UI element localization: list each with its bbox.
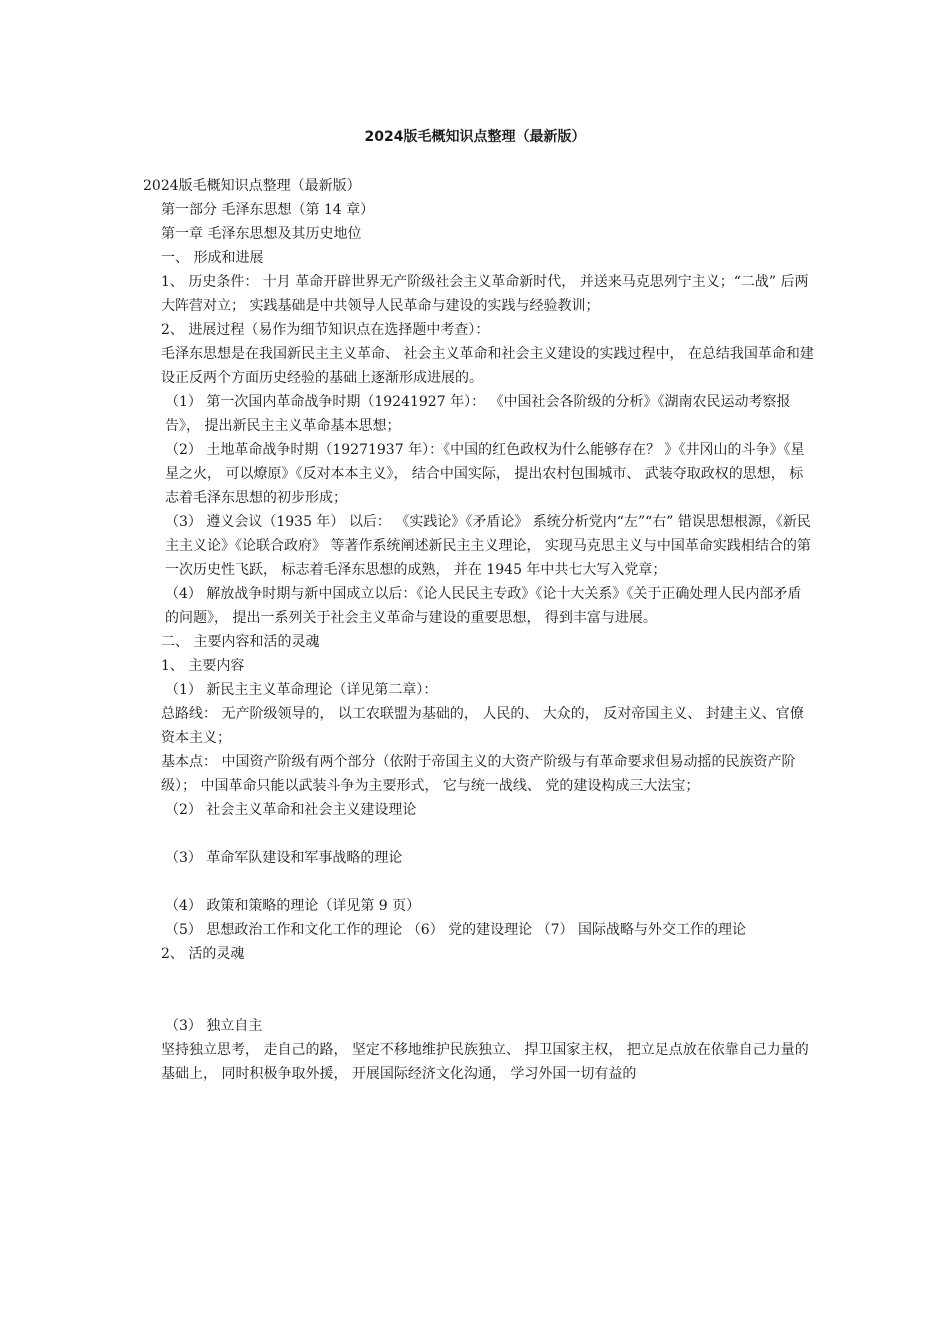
paragraph: （2） 社会主义革命和社会主义建设理论 [165,802,417,818]
paragraph: （4） 解放战争时期与新中国成立以后：《论人民民主专政》《论十大关系》《关于正确处理人民内部矛盾的问题》， 提出一系列关于社会主义革命与建设的重要思想， 得到丰富与进展。 [165,586,802,626]
section-heading: 一、 形成和进展 [161,250,264,266]
document-title: 2024版毛概知识点整理（最新版） [364,129,586,145]
paragraph: （4） 政策和策略的理论（详见第 9 页） [165,898,421,914]
paragraph: 总路线： 无产阶级领导的， 以工农联盟为基础的， 人民的、 大众的， 反对帝国主义、 封建主义、官僚资本主义； [161,706,804,746]
spacer [143,870,815,894]
paragraph: （3） 独立自主 [165,1018,263,1034]
chapter-heading: 第一章 毛泽东思想及其历史地位 [161,226,362,242]
paragraph: 1、 历史条件： 十月 革命开辟世界无产阶级社会主义革命新时代， 并送来马克思列宁主义；“二战” 后两大阵营对立； 实践基础是中共领导人民革命与建设的实践与经验教训； [161,274,809,314]
spacer [143,966,815,1014]
paragraph: （3） 遵义会议（1935 年） 以后： 《实践论》《矛盾论》 系统分析党内“左”“右” 错误思想根源，《新民主主义论》《论联合政府》 等著作系统阐述新民主主义理论， 实现马克思主义与中国革命实践相结合的第一次历史性飞跃， 标志着毛泽东思想的成熟， 并在 1945 年中共七大写入党章； [165,514,811,578]
part-heading: 第一部分 毛泽东思想（第 14 章） [161,202,375,218]
subsection-heading: 2、 活的灵魂 [161,946,245,962]
paragraph: （2） 土地革命战争时期（19271937 年）：《中国的红色政权为什么能够存在？ 》《井冈山的斗争》《星星之火， 可以燎原》《反对本本主义》， 结合中国实际， 提出农村包围城市、 武装夺取政权的思想， 标志着毛泽东思想的初步形成； [165,442,805,506]
document-body [143,174,815,1086]
paragraph: （5） 思想政治工作和文化工作的理论 （6） 党的建设理论 （7） 国际战略与外交工作的理论 [165,922,746,938]
paragraph: （1） 第一次国内革命战争时期（19241927 年）： 《中国社会各阶级的分析》《湖南农民运动考察报告》， 提出新民主主义革命基本思想； [165,394,791,434]
paragraph: 坚持独立思考， 走自己的路， 坚定不移地维护民族独立、 捍卫国家主权， 把立足点放在依靠自己力量的基础上， 同时积极争取外援， 开展国际经济文化沟通， 学习外国一切有益的 [161,1042,809,1082]
paragraph: （1） 新民主主义革命理论（详见第二章）： [165,682,438,698]
spacer [143,822,815,846]
body-heading: 2024版毛概知识点整理（最新版） [143,178,361,194]
paragraph: 基本点： 中国资产阶级有两个部分（依附于帝国主义的大资产阶级与有革命要求但易动摇的民族资产阶级）； 中国革命只能以武装斗争为主要形式， 它与统一战线、 党的建设构成三大法宝； [161,754,796,794]
section-heading: 二、 主要内容和活的灵魂 [161,634,320,650]
paragraph: 毛泽东思想是在我国新民主主义革命、 社会主义革命和社会主义建设的实践过程中， 在总结我国革命和建设正反两个方面历史经验的基础上逐渐形成进展的。 [161,346,814,386]
paragraph: （3） 革命军队建设和军事战略的理论 [165,850,403,866]
paragraph: 2、 进展过程（易作为细节知识点在选择题中考查）： [161,322,490,338]
subsection-heading: 1、 主要内容 [161,658,245,674]
